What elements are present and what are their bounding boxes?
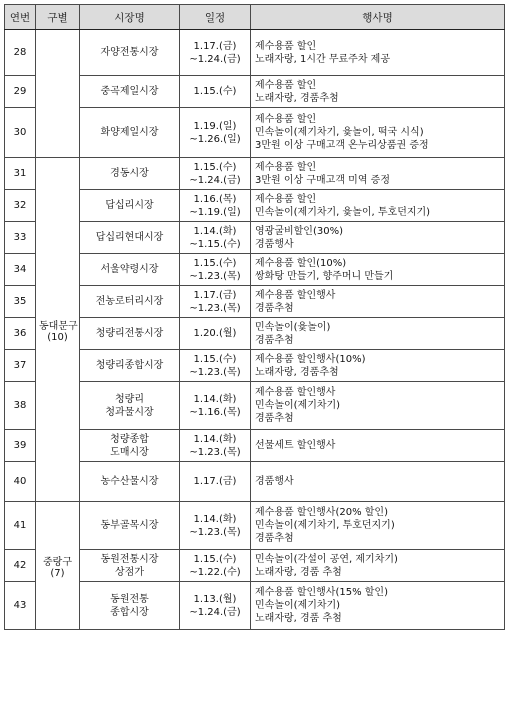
event-line: 노래자랑, 경품 추첨 — [255, 613, 342, 624]
market-name: 동원전통시장 — [100, 553, 159, 565]
table-row — [5, 254, 505, 286]
schedule-date: ~1.16.(목) — [189, 406, 241, 418]
schedule-cell — [180, 254, 251, 286]
schedule-date: 1.14.(화) — [193, 513, 237, 525]
event-line: 제수용품 할인 — [255, 40, 317, 52]
schedule-date: 1.16.(목) — [193, 193, 237, 205]
market-name-cell — [80, 222, 180, 254]
event-cell — [251, 222, 505, 254]
event-cell — [251, 350, 505, 382]
row-number: 41 — [5, 502, 36, 550]
table-header-row — [5, 5, 505, 30]
header-market: 시장명 — [80, 5, 180, 30]
market-name: 경동시장 — [110, 168, 149, 179]
table-row — [5, 30, 505, 76]
schedule-cell — [180, 108, 251, 158]
event-line: 제수용품 할인(10%) — [255, 257, 347, 269]
schedule-cell — [180, 30, 251, 76]
event-cell — [251, 550, 505, 582]
event-line: 제수용품 할인 — [255, 114, 317, 125]
row-number: 40 — [5, 462, 36, 502]
event-line: 민속놀이(윷놀이) — [255, 321, 331, 333]
table-row — [5, 350, 505, 382]
schedule-cell — [180, 502, 251, 550]
event-line: 노래자랑, 경품 추첨 — [255, 566, 342, 578]
schedule-cell — [180, 350, 251, 382]
schedule-cell — [180, 582, 251, 630]
event-line: 제수용품 할인행사 — [255, 289, 336, 301]
row-number: 34 — [5, 254, 36, 286]
schedule-date: 1.20.(월) — [193, 328, 237, 339]
market-name: 동부골목시장 — [100, 520, 159, 531]
market-events-table — [4, 4, 505, 630]
table-row — [5, 502, 505, 550]
row-number: 38 — [5, 382, 36, 430]
market-name-cell — [80, 430, 180, 462]
schedule-date: ~1.23.(목) — [189, 366, 241, 378]
market-name: 전농로터리시장 — [95, 296, 164, 307]
event-cell — [251, 76, 505, 108]
market-name: 답십리시장 — [105, 200, 154, 211]
schedule-cell — [180, 462, 251, 502]
event-line: 민속놀이(각설이 공연, 제기차기) — [255, 553, 398, 565]
event-cell — [251, 286, 505, 318]
market-name: 청량리전통시장 — [95, 328, 164, 339]
schedule-date: 1.17.(금) — [193, 476, 237, 487]
event-line: 선물세트 할인행사 — [255, 440, 336, 451]
event-cell — [251, 462, 505, 502]
event-line: 제수용품 할인행사(15% 할인) — [255, 587, 388, 598]
schedule-cell — [180, 222, 251, 254]
table-row — [5, 462, 505, 502]
table-body — [5, 30, 505, 630]
event-line: 제수용품 할인 — [255, 193, 317, 205]
row-number: 28 — [5, 30, 36, 76]
schedule-date: 1.14.(화) — [193, 393, 237, 405]
market-events-table-container — [4, 4, 504, 630]
event-line: 노래자랑, 경품추첨 — [255, 92, 339, 104]
row-number: 43 — [5, 582, 36, 630]
market-name-cell — [80, 286, 180, 318]
event-cell — [251, 158, 505, 190]
event-line: 영광굴비할인(30%) — [255, 225, 343, 237]
event-cell — [251, 382, 505, 430]
schedule-date: ~1.19.(일) — [189, 206, 241, 218]
district-cell — [36, 30, 80, 158]
event-line: 민속놀이(제기차기) — [255, 600, 341, 611]
event-line: 3만원 이상 구매고객 온누리상품권 증정 — [255, 140, 429, 151]
event-line: 제수용품 할인행사(20% 할인) — [255, 507, 388, 518]
row-number: 37 — [5, 350, 36, 382]
schedule-date: ~1.22.(수) — [189, 566, 241, 578]
schedule-date: ~1.23.(목) — [189, 302, 241, 314]
schedule-cell — [180, 318, 251, 350]
table-row — [5, 76, 505, 108]
event-line: 노래자랑, 1시간 무료주차 제공 — [255, 53, 390, 65]
market-name: 화양제일시장 — [100, 127, 159, 138]
schedule-date: 1.14.(화) — [193, 225, 237, 237]
market-name: 도매시장 — [110, 446, 149, 458]
event-cell — [251, 502, 505, 550]
market-name: 농수산물시장 — [100, 476, 159, 487]
market-name: 청량종합 — [110, 433, 149, 445]
market-name-cell — [80, 462, 180, 502]
schedule-cell — [180, 158, 251, 190]
event-line: 경품행사 — [255, 238, 294, 250]
row-number: 30 — [5, 108, 36, 158]
market-name-cell — [80, 382, 180, 430]
row-number: 36 — [5, 318, 36, 350]
row-number: 29 — [5, 76, 36, 108]
market-name: 자양전통시장 — [100, 47, 159, 58]
market-name-cell — [80, 350, 180, 382]
table-row — [5, 430, 505, 462]
district-cell — [36, 158, 80, 502]
event-cell — [251, 430, 505, 462]
schedule-date: ~1.24.(금) — [189, 174, 241, 186]
schedule-cell — [180, 430, 251, 462]
table-row — [5, 190, 505, 222]
event-line: 민속놀이(제기차기, 투호던지기) — [255, 520, 395, 531]
event-line: 쌍화탕 만들기, 향주머니 만들기 — [255, 270, 394, 282]
header-event: 행사명 — [251, 5, 505, 30]
event-line: 노래자랑, 경품추첨 — [255, 366, 339, 378]
schedule-date: 1.17.(금) — [193, 289, 237, 301]
event-line: 민속놀이(제기차기, 윷놀이, 투호던지기) — [255, 206, 431, 218]
schedule-date: 1.17.(금) — [193, 40, 237, 52]
event-cell — [251, 318, 505, 350]
market-name: 청량리 — [115, 393, 144, 405]
event-cell — [251, 190, 505, 222]
table-row — [5, 286, 505, 318]
district-label: (10) — [47, 331, 68, 343]
market-name: 답십리현대시장 — [95, 232, 164, 243]
event-line: 제수용품 할인 — [255, 161, 317, 173]
table-row — [5, 382, 505, 430]
market-name: 종합시장 — [110, 606, 149, 618]
district-label: 중랑구 — [43, 556, 72, 568]
event-line: 경품추첨 — [255, 533, 294, 544]
market-name-cell — [80, 318, 180, 350]
event-line: 경품행사 — [255, 476, 294, 487]
schedule-cell — [180, 286, 251, 318]
event-cell — [251, 108, 505, 158]
schedule-date: ~1.15.(수) — [189, 238, 241, 250]
schedule-date: 1.15.(수) — [193, 161, 237, 173]
market-name: 청량리종합시장 — [95, 360, 164, 371]
event-line: 경품추첨 — [255, 334, 294, 346]
schedule-date: 1.13.(월) — [193, 593, 237, 605]
market-name-cell — [80, 108, 180, 158]
schedule-cell — [180, 190, 251, 222]
table-row — [5, 550, 505, 582]
event-line: 제수용품 할인행사 — [255, 387, 336, 398]
schedule-date: 1.14.(화) — [193, 433, 237, 445]
schedule-cell — [180, 76, 251, 108]
event-line: 민속놀이(제기차기, 윷놀이, 떡국 시식) — [255, 127, 424, 138]
event-line: 제수용품 할인행사(10%) — [255, 353, 366, 365]
row-number: 31 — [5, 158, 36, 190]
market-name-cell — [80, 76, 180, 108]
event-line: 제수용품 할인 — [255, 79, 317, 91]
schedule-date: ~1.26.(일) — [189, 133, 241, 145]
district-label: 동대문구 — [39, 320, 78, 332]
table-row — [5, 582, 505, 630]
schedule-cell — [180, 550, 251, 582]
event-line: 경품추첨 — [255, 413, 294, 424]
event-cell — [251, 30, 505, 76]
table-row — [5, 108, 505, 158]
schedule-date: 1.15.(수) — [193, 553, 237, 565]
schedule-date: ~1.24.(금) — [189, 606, 241, 618]
market-name: 서울약령시장 — [100, 264, 159, 275]
event-line: 민속놀이(제기차기) — [255, 400, 341, 411]
schedule-date: ~1.23.(목) — [189, 270, 241, 282]
row-number: 35 — [5, 286, 36, 318]
market-name-cell — [80, 158, 180, 190]
district-cell — [36, 502, 80, 630]
row-number: 39 — [5, 430, 36, 462]
schedule-date: 1.15.(수) — [193, 86, 237, 97]
market-name: 동원전통 — [110, 593, 149, 605]
market-name: 청과물시장 — [105, 406, 154, 418]
row-number: 33 — [5, 222, 36, 254]
event-line: 3만원 이상 구매고객 미역 증정 — [255, 174, 390, 186]
header-date: 일정 — [180, 5, 251, 30]
header-group: 구별 — [36, 5, 80, 30]
market-name-cell — [80, 550, 180, 582]
market-name-cell — [80, 30, 180, 76]
header-no: 연번 — [5, 5, 36, 30]
market-name-cell — [80, 190, 180, 222]
market-name: 중곡제일시장 — [100, 86, 159, 97]
event-cell — [251, 254, 505, 286]
row-number: 32 — [5, 190, 36, 222]
market-name-cell — [80, 582, 180, 630]
event-line: 경품추첨 — [255, 302, 294, 314]
schedule-date: ~1.23.(목) — [189, 446, 241, 458]
table-row — [5, 222, 505, 254]
row-number: 42 — [5, 550, 36, 582]
schedule-date: 1.15.(수) — [193, 353, 237, 365]
table-row — [5, 318, 505, 350]
market-name-cell — [80, 502, 180, 550]
market-name-cell — [80, 254, 180, 286]
event-cell — [251, 582, 505, 630]
schedule-cell — [180, 382, 251, 430]
schedule-date: ~1.24.(금) — [189, 53, 241, 65]
schedule-date: ~1.23.(목) — [189, 526, 241, 538]
schedule-date: 1.19.(일) — [193, 120, 237, 132]
market-name: 상점가 — [115, 566, 144, 578]
table-row — [5, 158, 505, 190]
district-label: (7) — [50, 567, 65, 579]
schedule-date: 1.15.(수) — [193, 257, 237, 269]
